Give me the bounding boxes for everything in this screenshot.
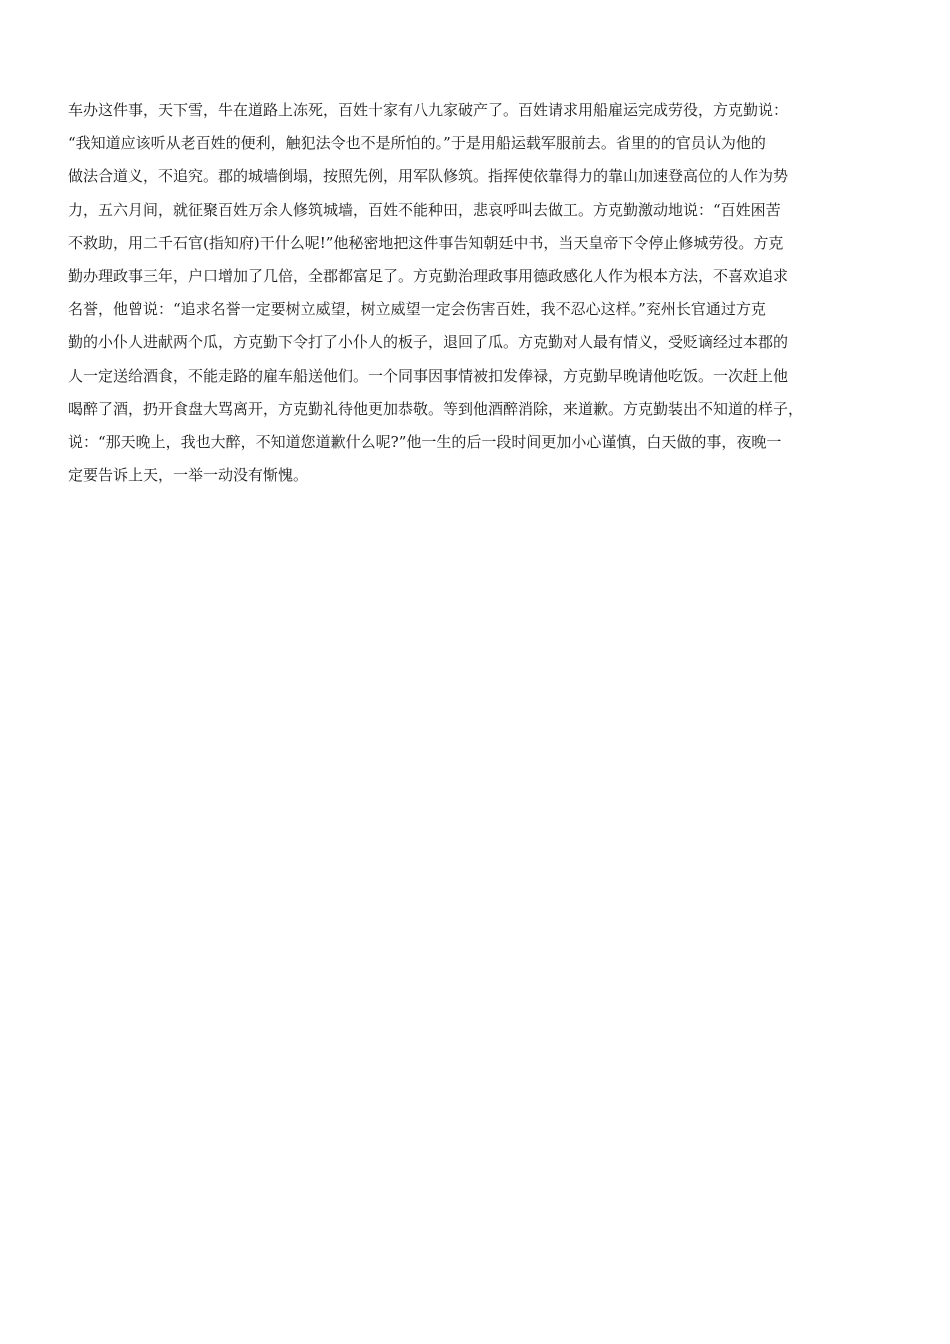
body-text	[68, 94, 898, 492]
text-line: 喝醉了酒，扔开食盘大骂离开，方克勤礼待他更加恭敬。等到他酒醉消除，来道歉。方克勤装出不知道的样子，	[68, 399, 804, 418]
text-line: 说：“那天晚上，我也大醉，不知道您道歉什么呢?”他一生的后一段时间更加小心谨慎，白天做的事，夜晚一	[68, 432, 782, 451]
text-line: 力，五六月间，就征聚百姓万余人修筑城墙，百姓不能种田，悲哀呼叫去做工。方克勤激动地说：“百姓困苦	[68, 200, 781, 219]
text-line: 定要告诉上天，一举一动没有惭愧。	[68, 466, 309, 485]
text-line: 名誉，他曾说：“追求名誉一定要树立威望，树立威望一定会伤害百姓，我不忍心这样。”兖州长官通过方克	[68, 300, 766, 319]
text-line: 车办这件事，天下雪，牛在道路上冻死，百姓十家有八九家破产了。百姓请求用船雇运完成劳役，方克勤说：	[68, 101, 789, 119]
text-line: 勤的小仆人进献两个瓜，方克勤下令打了小仆人的板子，退回了瓜。方克勤对人最有情义，受贬谪经过本郡的	[68, 333, 789, 352]
text-line: 人一定送给酒食，不能走路的雇车船送他们。一个同事因事情被扣发俸禄，方克勤早晚请他吃饭。一次赶上他	[68, 366, 789, 385]
text-line: 做法合道义，不追究。郡的城墙倒塌，按照先例，用军队修筑。指挥使依靠得力的靠山加速登高位的人作为势	[68, 167, 789, 186]
text-line: 不救助，用二千石官(指知府)干什么呢!”他秘密地把这件事告知朝廷中书，当天皇帝下令停止修城劳役。方克	[68, 233, 784, 252]
text-line: “我知道应该听从老百姓的便利，触犯法令也不是所怕的。”于是用船运载军服前去。省里的的官员认为他的	[68, 134, 766, 153]
text-line: 勤办理政事三年，户口增加了几倍，全郡都富足了。方克勤治理政事用德政感化人作为根本方法，不喜欢追求	[68, 266, 789, 285]
